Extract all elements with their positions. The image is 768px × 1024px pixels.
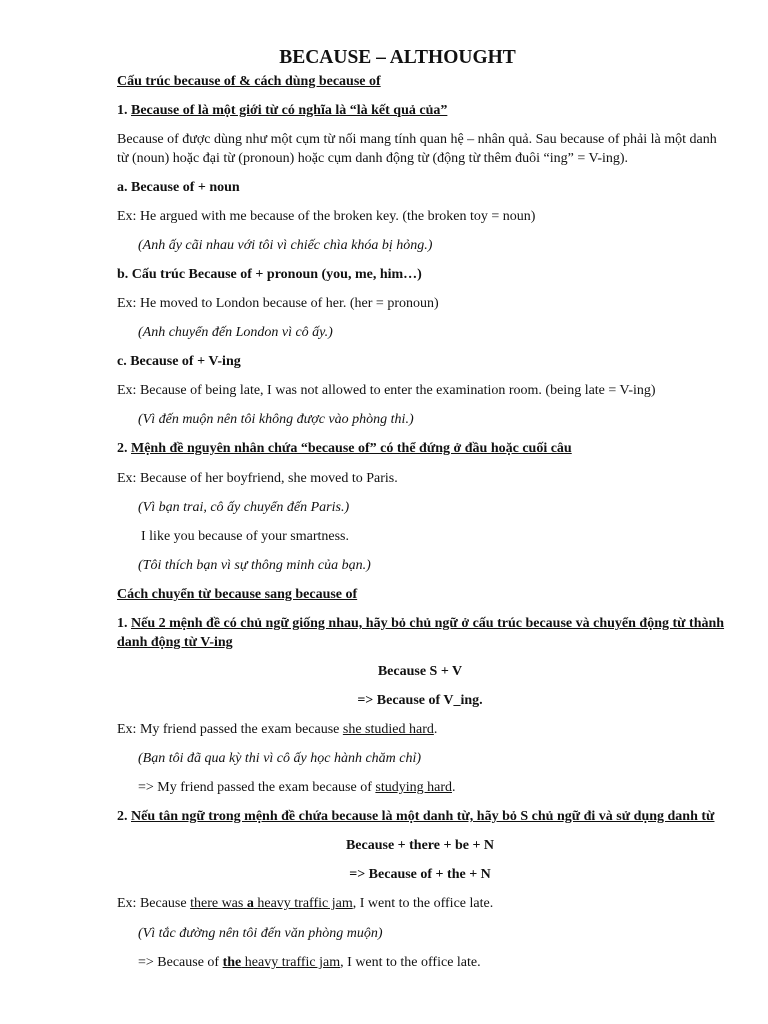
rule1-text: Nếu 2 mệnh đề có chủ ngữ giống nhau, hãy bỏ chủ ngữ ở cấu trúc because và chuyển động từ thành: [131, 616, 725, 631]
rule1-result: [138, 779, 456, 797]
rule2-heading: [117, 808, 714, 826]
formula-1a: Because S + V: [377, 664, 463, 679]
point2-text: Mệnh đề nguyên nhân chứa “because of” có thể đứng ở đầu hoặc cuối câu: [131, 441, 572, 456]
formula-2a: Because + there + be + N: [345, 838, 495, 853]
rule2-result-underlined-bold: the: [222, 955, 242, 970]
rule1-example-underlined: she studied hard: [342, 722, 434, 737]
rule1-line-1: [117, 615, 724, 633]
rule1-number: 1.: [117, 616, 131, 631]
c-example: Ex: Because of being late, I was not allowed to enter the examination room. (being late = V-ing): [117, 383, 656, 398]
rule2-example-underlined-bold: a: [246, 896, 254, 911]
p2-translation-1: (Vì bạn trai, cô ấy chuyển đến Paris.): [138, 500, 350, 515]
p2-example-2: I like you because of your smartness.: [141, 529, 349, 544]
b-example: Ex: He moved to London because of her. (her = pronoun): [117, 296, 439, 311]
rule2-example-post: , I went to the office late.: [352, 896, 494, 911]
formula-1b: => Because of V_ing.: [357, 693, 483, 708]
a-heading: a. Because of + noun: [117, 180, 240, 195]
c-translation: (Vì đến muộn nên tôi không được vào phòng thi.): [138, 412, 414, 427]
p2-translation-2: (Tôi thích bạn vì sự thông minh của bạn.): [138, 558, 371, 573]
rule1-translation: (Bạn tôi đã qua kỳ thi vì cô ấy học hành chăm chỉ): [138, 751, 422, 766]
rule2-result: [138, 954, 481, 972]
a-example: Ex: He argued with me because of the broken key. (the broken toy = noun): [117, 209, 536, 224]
rule2-number: 2.: [117, 809, 131, 824]
para-line-1: Because of được dùng như một cụm từ nối mang tính quan hệ – nhân quả. Sau because of phải là một danh: [117, 132, 717, 147]
point2-heading: [117, 440, 572, 458]
rule1-result-underlined: studying hard: [375, 780, 452, 795]
section1-heading: Cấu trúc because of & cách dùng because of: [117, 74, 381, 89]
page-title: BECAUSE – ALTHOUGHT: [279, 47, 516, 68]
section2-heading: Cách chuyển từ because sang because of: [117, 587, 358, 602]
rule2-example-underlined-2: heavy traffic jam: [253, 896, 353, 911]
rule1-example-post: .: [433, 722, 438, 737]
point1-heading: [117, 102, 447, 120]
b-heading: b. Cấu trúc Because of + pronoun (you, me, him…): [117, 267, 422, 282]
formula-2b: => Because of + the + N: [349, 867, 491, 882]
point2-number: 2.: [117, 441, 131, 456]
rule1-example: [117, 721, 437, 739]
para-line-2: từ (noun) hoặc đại từ (pronoun) hoặc cụm danh động từ (động từ thêm đuôi “ing” = V-ing).: [117, 151, 629, 166]
point1-text: Because of là một giới từ có nghĩa là “là kết quả của”: [131, 103, 448, 118]
p2-example-1: Ex: Because of her boyfriend, she moved to Paris.: [117, 471, 398, 486]
rule2-result-underlined: heavy traffic jam: [241, 955, 341, 970]
point1-number: 1.: [117, 103, 131, 118]
rule2-example: [117, 895, 493, 913]
rule2-example-underlined-1: there was: [190, 896, 247, 911]
rule1-result-post: .: [452, 780, 456, 795]
rule2-text: Nếu tân ngữ trong mệnh đề chứa because là một danh từ, hãy bỏ S chủ ngữ đi và sử dụng danh từ: [131, 809, 715, 824]
rule2-translation: (Vì tắc đường nên tôi đến văn phòng muộn): [138, 926, 383, 941]
b-translation: (Anh chuyển đến London vì cô ấy.): [138, 325, 333, 340]
c-heading: c. Because of + V-ing: [117, 354, 241, 369]
rule1-example-pre: Ex: My friend passed the exam because: [117, 722, 343, 737]
rule2-result-post: , I went to the office late.: [340, 955, 481, 970]
a-translation: (Anh ấy cãi nhau với tôi vì chiếc chìa khóa bị hỏng.): [138, 238, 433, 253]
rule2-example-pre: Ex: Because: [117, 896, 191, 911]
rule1-result-pre: => My friend passed the exam because of: [138, 780, 376, 795]
rule2-result-pre: => Because of: [138, 955, 223, 970]
rule1-line-2: danh động từ V-ing: [117, 635, 233, 650]
